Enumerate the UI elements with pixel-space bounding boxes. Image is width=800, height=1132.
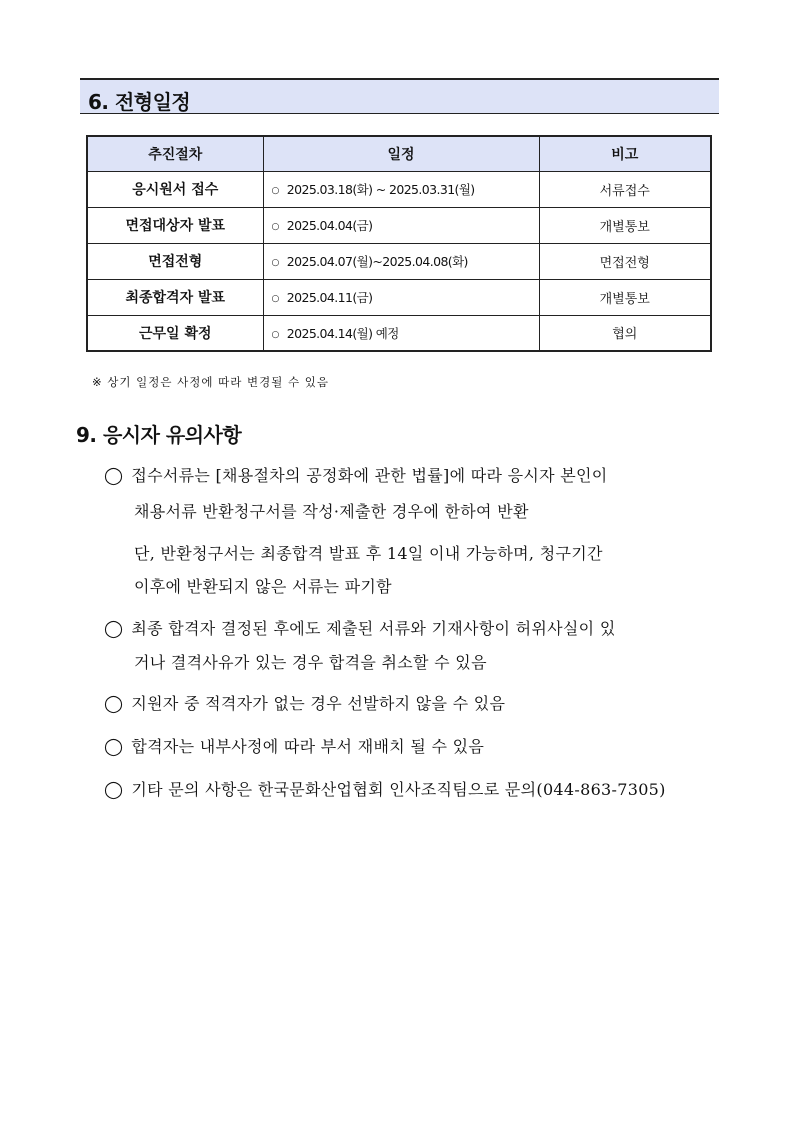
table-row (87, 243, 711, 279)
note-cell: 개별통보 (539, 207, 711, 243)
step-cell: 면접전형 (87, 243, 263, 279)
circle-marker-icon: ◯ (104, 694, 124, 714)
item-text-continuation: 단, 반환청구서는 최종합격 발표 후 14일 이내 가능하며, 청구기간 (134, 544, 603, 563)
schedule-table (86, 135, 712, 352)
circle-marker-icon: ◯ (104, 780, 124, 800)
bullet-icon: ○ (271, 329, 279, 340)
date-cell (263, 243, 539, 279)
date-text: 2025.04.11(금) (286, 290, 373, 305)
date-cell (263, 171, 539, 207)
item-text-continuation: 거나 결격사유가 있는 경우 합격을 취소할 수 있음 (134, 653, 487, 672)
header-date: 일정 (263, 136, 539, 171)
bullet-icon: ○ (271, 258, 279, 268)
list-item (104, 616, 616, 639)
list-item (104, 691, 505, 714)
table-row (87, 279, 711, 315)
list-item (104, 777, 666, 800)
header-note: 비고 (539, 136, 711, 171)
list-item (104, 463, 608, 486)
item-text: 기타 문의 사항은 한국문화산업협회 인사조직팀으로 문의(044-863-7305) (131, 780, 666, 799)
table-row (87, 171, 711, 207)
header-step: 추진절차 (87, 136, 263, 171)
item-text: 합격자는 내부사정에 따라 부서 재배치 될 수 있음 (131, 737, 485, 756)
date-cell (263, 207, 539, 243)
table-row (87, 207, 711, 243)
bullet-icon: ○ (271, 186, 279, 196)
step-cell: 응시원서 접수 (87, 171, 263, 207)
date-text: 2025.04.04(금) (286, 218, 373, 233)
item-text-continuation: 이후에 반환되지 않은 서류는 파기함 (134, 577, 392, 596)
step-cell: 면접대상자 발표 (87, 207, 263, 243)
bullet-icon: ○ (271, 222, 279, 232)
bullet-icon: ○ (271, 294, 279, 304)
schedule-footnote: ※ 상기 일정은 사정에 따라 변경될 수 있음 (92, 375, 329, 389)
circle-marker-icon: ◯ (104, 466, 124, 486)
section-6-title: 6. 전형일정 (88, 90, 191, 114)
table-row (87, 315, 711, 351)
date-text: 2025.04.07(월)~2025.04.08(화) (286, 254, 468, 269)
circle-marker-icon: ◯ (104, 619, 124, 639)
note-cell: 면접전형 (539, 243, 711, 279)
item-text: 접수서류는 [채용절차의 공정화에 관한 법률]에 따라 응시자 본인이 (131, 466, 608, 485)
step-cell: 최종합격자 발표 (87, 279, 263, 315)
step-cell: 근무일 확정 (87, 315, 263, 351)
date-text: 2025.04.14(월) 예정 (286, 325, 399, 341)
note-cell: 서류접수 (539, 171, 711, 207)
item-text-continuation: 채용서류 반환청구서를 작성·제출한 경우에 한하여 반환 (134, 502, 529, 521)
section-9-title: 9. 응시자 유의사항 (76, 423, 242, 447)
circle-marker-icon: ◯ (104, 737, 124, 757)
date-cell (263, 315, 539, 351)
section-6-header (80, 78, 719, 114)
table-header-row (87, 136, 711, 171)
note-cell: 협의 (539, 315, 711, 351)
list-item (104, 734, 484, 757)
item-text: 최종 합격자 결정된 후에도 제출된 서류와 기재사항이 허위사실이 있 (131, 619, 616, 638)
note-cell: 개별통보 (539, 279, 711, 315)
item-text: 지원자 중 적격자가 없는 경우 선발하지 않을 수 있음 (131, 694, 506, 713)
date-cell (263, 279, 539, 315)
date-text: 2025.03.18(화) ~ 2025.03.31(월) (286, 182, 475, 197)
